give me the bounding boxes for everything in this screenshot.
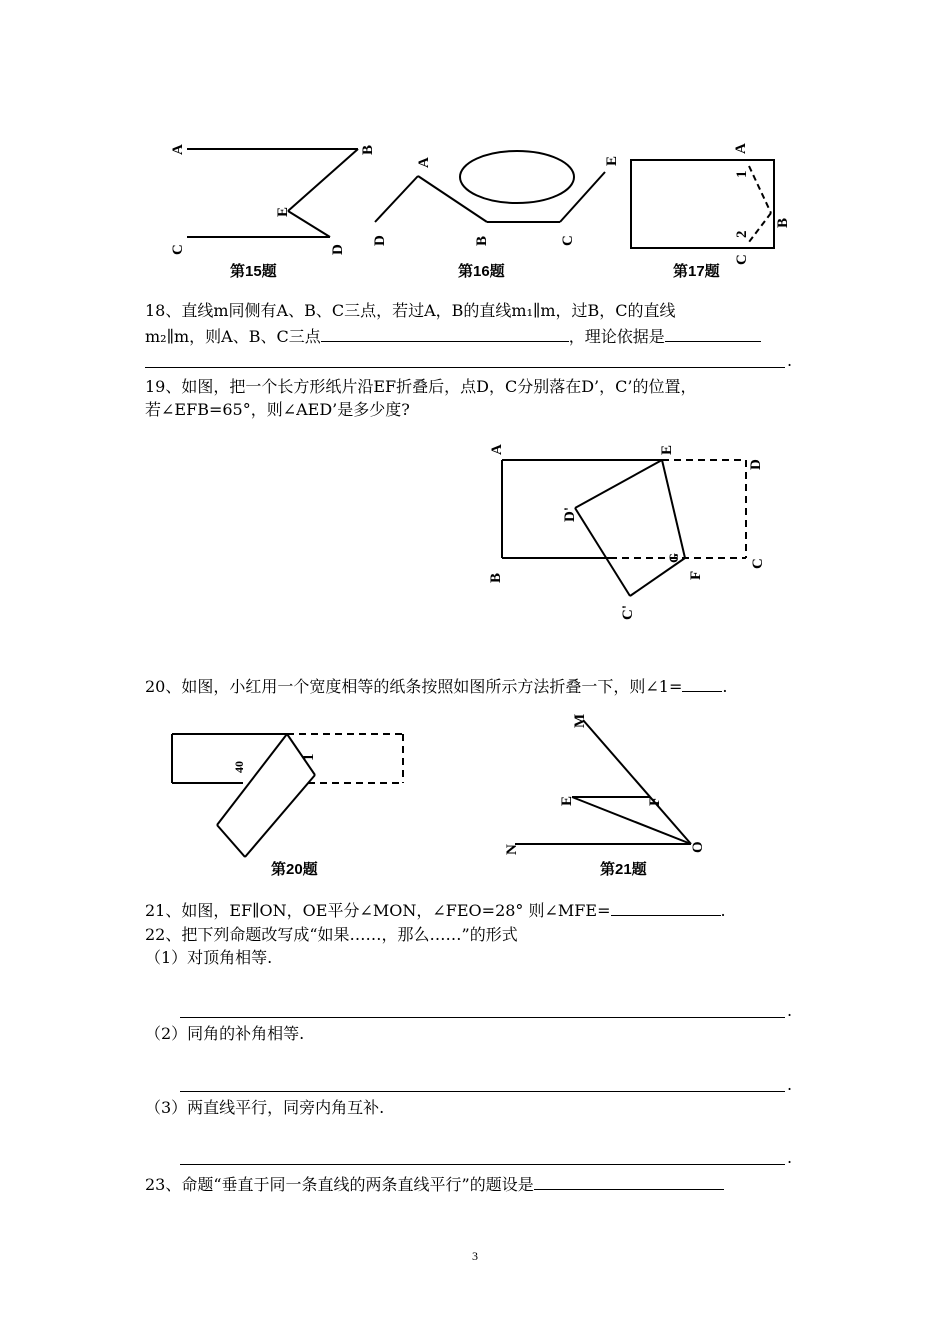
figure-20 (165, 725, 415, 880)
fig15-label-b: B (360, 144, 376, 155)
fig20-label-1: 1 (301, 753, 317, 761)
fig17-label-2: 2 (734, 230, 750, 238)
fig15-label-d: D (330, 244, 346, 255)
figure-17 (625, 130, 805, 285)
fig16-label-d: D (372, 235, 388, 246)
fig20-label-mark: 40 (232, 761, 246, 773)
q22-blank-1[interactable] (180, 1017, 785, 1018)
q20-end-dot: . (722, 677, 728, 696)
q20-blank[interactable] (682, 675, 722, 692)
fig17-label-c: C (734, 254, 750, 265)
q19-line2: 若∠EFB=65°，则∠AED’是多少度? (145, 400, 410, 419)
fig19-label-e: E (659, 444, 675, 455)
fig20-caption: 第20题 (271, 861, 318, 878)
fig15-label-c: C (170, 244, 186, 255)
fig16-caption: 第16题 (458, 263, 505, 280)
fig19-label-d: D (748, 459, 764, 470)
page-number: 3 (472, 1249, 478, 1263)
q18-line2-part-a: m₂∥m，则A、B、C三点 (145, 327, 321, 346)
fig19-label-a: A (489, 444, 505, 455)
q20-text: 20、如图，小红用一个宽度相等的纸条按照如图所示方法折叠一下，则∠1= (145, 677, 683, 696)
q18-blank-3[interactable] (145, 367, 785, 368)
q18-blank-2[interactable] (665, 325, 761, 342)
figure-15 (160, 125, 380, 285)
fig19-label-dprime: D' (562, 507, 578, 522)
figure-19 (480, 425, 780, 630)
fig16-label-a: A (416, 157, 432, 168)
fig17-label-1: 1 (734, 170, 750, 178)
fig15-caption: 第15题 (230, 263, 277, 280)
q18-end-dot: . (787, 351, 793, 370)
q21-end-dot: . (720, 901, 726, 920)
fig21-label-e: E (559, 795, 575, 806)
fig19-label-cprime: C' (620, 605, 636, 620)
fig19-label-c: C (750, 558, 766, 569)
q22-item-3: （3）两直线平行，同旁内角互补. (145, 1098, 385, 1117)
q22-end-dot-1: . (787, 1001, 793, 1020)
fig21-label-o: O (690, 841, 706, 853)
q22-item-2: （2）同角的补角相等. (145, 1024, 305, 1043)
fig19-label-g: G (666, 552, 681, 563)
q23-text: 23、命题“垂直于同一条直线的两条直线平行”的题设是 (145, 1175, 534, 1194)
figure-16 (365, 140, 625, 285)
fig16-label-b: B (474, 235, 490, 246)
fig21-label-n: N (504, 844, 520, 855)
fig19-label-b: B (488, 572, 504, 583)
figure-21 (495, 700, 715, 880)
q21-text: 21、如图，EF∥ON，OE平分∠MON，∠FEO=28° 则∠MFE= (145, 901, 611, 920)
q18-line1: 18、直线m同侧有A、B、C三点，若过A，B的直线m₁∥m，过B，C的直线 (145, 301, 676, 320)
q23-blank[interactable] (534, 1173, 724, 1190)
fig21-caption: 第21题 (600, 861, 647, 878)
fig16-label-c: C (560, 235, 576, 246)
fig21-label-m: M (572, 713, 588, 728)
q18-line2-part-b: ，理论依据是 (568, 327, 665, 346)
q18-blank-1[interactable] (321, 325, 569, 342)
fig17-caption: 第17题 (673, 263, 720, 280)
q19-line1: 19、如图，把一个长方形纸片沿EF折叠后，点D，C分别落在D’，C’的位置， (145, 377, 697, 396)
q22-title: 22、把下列命题改写成“如果……，那么……”的形式 (145, 925, 518, 944)
q22-item-1: （1）对顶角相等. (145, 948, 273, 967)
fig19-label-f: F (688, 570, 704, 580)
q22-blank-2[interactable] (180, 1091, 785, 1092)
fig16-label-e: E (604, 155, 620, 166)
q22-end-dot-2: . (787, 1075, 793, 1094)
q23-line (145, 1173, 724, 1196)
q22-blank-3[interactable] (180, 1164, 785, 1165)
fig15-label-e: E (275, 206, 291, 217)
fig17-label-a: A (733, 143, 749, 154)
q22-end-dot-3: . (787, 1148, 793, 1167)
q18-line2 (145, 325, 761, 348)
q21-blank[interactable] (611, 899, 721, 916)
q20-line (145, 675, 727, 698)
fig15-label-a: A (170, 144, 186, 155)
fig17-label-b: B (775, 217, 791, 228)
q21-line (145, 899, 726, 922)
fig21-label-f: F (647, 796, 663, 806)
